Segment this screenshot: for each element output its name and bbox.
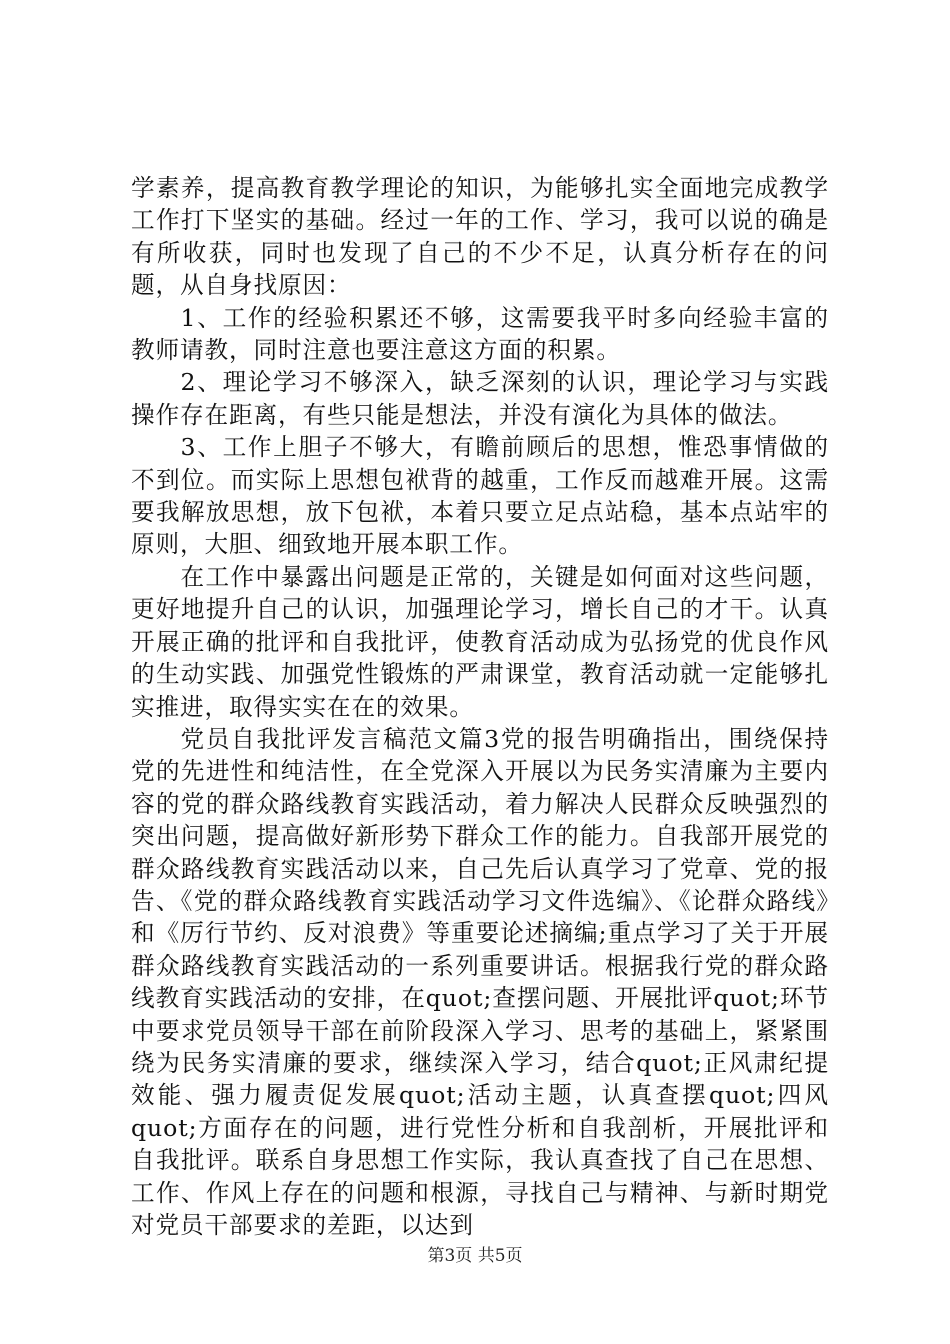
page-footer <box>0 1245 950 1267</box>
paragraph-summary: 在工作中暴露出问题是正常的，关键是如何面对这些问题，更好地提升自己的认识，加强理论学习，增长自己的才干。认真开展正确的批评和自我批评，使教育活动成为弘扬党的优良作风的生动实践、加强党性锻炼的严肃课堂，教育活动就一定能够扎实推进，取得实实在在的效果。 <box>131 562 829 721</box>
paragraph-item-1: 1、工作的经验积累还不够，这需要我平时多向经验丰富的教师请教，同时注意也要注意这方面的积累。 <box>131 303 829 365</box>
paragraph-item-2: 2、理论学习不够深入，缺乏深刻的认识，理论学习与实践操作存在距离，有些只能是想法，并没有演化为具体的做法。 <box>131 368 829 429</box>
document-body <box>131 172 829 1241</box>
page-number-label: 第3页 共5页 <box>427 1246 523 1266</box>
paragraph-essay-3: 党员自我批评发言稿范文篇3党的报告明确指出，围绕保持党的先进性和纯洁性，在全党深入开展以为民务实清廉为主要内容的党的群众路线教育实践活动，着力解决人民群众反映强烈的突出问题，提高做好新形势下群众工作的能力。自我部开展党的群众路线教育实践活动以来，自己先后认真学习了党章、党的报告、《党的群众路线教育实践活动学习文件选编》、《论群众路线》和《厉行节约、反对浪费》等重要论述摘编;重点学习了关于开展群众路线教育实践活动的一系列重要讲话。根据我行党的群众路线教育实践活动的安排，在quot;查摆问题、开展批评quot;环节中要求党员领导干部在前阶段深入学习、思考的基础上，紧紧围绕为民务实清廉的要求，继续深入学习，结合quot;正风肃纪提效能、强力履责促发展quot;活动主题，认真查摆quot;四风quot;方面存在的问题，进行党性分析和自我剖析，开展批评和自我批评。联系自身思想工作实际，我认真查找了自己在思想、工作、作风上存在的问题和根源，寻找自己与精神、与新时期党对党员干部要求的差距，以达到 <box>131 724 829 1239</box>
paragraph-item-3: 3、工作上胆子不够大，有瞻前顾后的思想，惟恐事情做的不到位。而实际上思想包袱背的越重，工作反而越难开展。这需要我解放思想，放下包袱，本着只要立足点站稳，基本点站牢的原则，大胆、细致地开展本职工作。 <box>131 433 829 559</box>
paragraph-continuation: 学素养，提高教育教学理论的知识，为能够扎实全面地完成教学工作打下坚实的基础。经过一年的工作、学习，我可以说的确是有所收获，同时也发现了自己的不少不足，认真分析存在的问题，从自身找原因： <box>131 174 829 300</box>
